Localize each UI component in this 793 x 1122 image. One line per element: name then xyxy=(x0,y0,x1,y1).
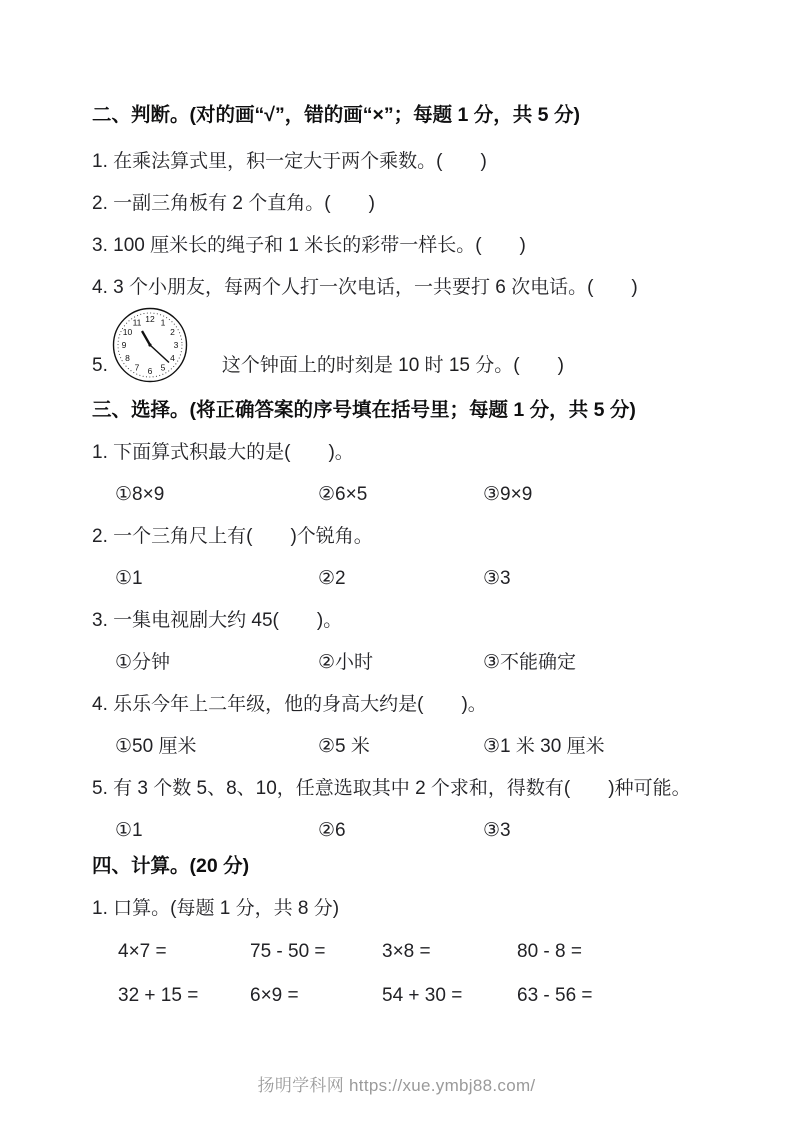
clock-number-1: 1 xyxy=(160,317,166,328)
choice-options-2 xyxy=(115,567,787,590)
choice-option: ③3 xyxy=(483,568,511,589)
math-expression: 63 - 56 = xyxy=(517,985,593,1006)
judge-question-5-number: 5. xyxy=(92,355,108,376)
choice-options-4 xyxy=(115,735,787,758)
clock-number-5: 5 xyxy=(160,362,166,373)
clock-number-7: 7 xyxy=(134,362,140,373)
judge-question-5 xyxy=(92,303,787,385)
oral-math-row-1 xyxy=(118,940,787,963)
choice-option: ②2 xyxy=(318,568,346,589)
choice-option: ②6×5 xyxy=(318,484,368,505)
clock-minute-hand xyxy=(150,345,169,363)
choice-options-1 xyxy=(115,483,787,506)
math-expression: 75 - 50 = xyxy=(250,941,326,962)
clock-number-2: 2 xyxy=(169,327,175,337)
choice-question-1: 1. 下面算式积最大的是( )。 xyxy=(92,442,354,463)
judge-question-2: 2. 一副三角板有 2 个直角。( ) xyxy=(92,193,375,214)
clock-number-10: 10 xyxy=(122,327,133,337)
choice-option: ③1 米 30 厘米 xyxy=(483,736,605,757)
clock-number-6: 6 xyxy=(147,366,153,376)
choice-option: ①8×9 xyxy=(115,484,165,505)
clock-number-11: 11 xyxy=(132,317,142,328)
judge-question-3: 3. 100 厘米长的绳子和 1 米长的彩带一样长。( ) xyxy=(92,235,526,256)
math-expression: 80 - 8 = xyxy=(517,941,582,962)
calc-section-heading: 四、计算。(20 分) xyxy=(92,855,250,877)
choice-option: ②小时 xyxy=(318,652,374,673)
choice-option: ③9×9 xyxy=(483,484,533,505)
choice-options-3 xyxy=(115,651,787,674)
clock-number-4: 4 xyxy=(169,353,175,363)
judge-section-heading: 二、判断。(对的画“√”，错的画“×”；每题 1 分，共 5 分) xyxy=(92,104,580,126)
judge-question-4: 4. 3 个小朋友，每两个人打一次电话，一共要打 6 次电话。( ) xyxy=(92,277,638,298)
choice-option: ②6 xyxy=(318,820,346,841)
clock-number-3: 3 xyxy=(173,340,179,350)
math-expression: 3×8 = xyxy=(382,941,431,962)
judge-question-5-text: 这个钟面上的时刻是 10 时 15 分。( ) xyxy=(221,355,564,376)
oral-math-row-2 xyxy=(118,984,787,1007)
choice-option: ③3 xyxy=(483,820,511,841)
clock-number-9: 9 xyxy=(121,340,127,350)
choice-options-5 xyxy=(115,819,787,842)
choice-option: ①分钟 xyxy=(115,652,171,673)
choice-question-4: 4. 乐乐今年上二年级，他的身高大约是( )。 xyxy=(92,694,487,715)
choice-section-heading: 三、选择。(将正确答案的序号填在括号里；每题 1 分，共 5 分) xyxy=(92,399,636,421)
math-expression: 4×7 = xyxy=(118,941,167,962)
site-watermark: 扬明学科网 https://xue.ymbj88.com/ xyxy=(257,1076,536,1095)
choice-option: ①50 厘米 xyxy=(115,736,197,757)
math-expression: 54 + 30 = xyxy=(382,985,463,1006)
math-expression: 6×9 = xyxy=(250,985,299,1006)
judge-question-1: 1. 在乘法算式里，积一定大于两个乘数。( ) xyxy=(92,151,487,172)
choice-option: ①1 xyxy=(115,568,143,589)
choice-question-2: 2. 一个三角尺上有( )个锐角。 xyxy=(92,526,373,547)
choice-question-3: 3. 一集电视剧大约 45( )。 xyxy=(92,610,343,631)
calc-subheading: 1. 口算。(每题 1 分，共 8 分) xyxy=(92,898,340,919)
clock-face-image xyxy=(110,305,190,385)
clock-center-dot xyxy=(148,343,151,346)
choice-option: ①1 xyxy=(115,820,143,841)
choice-option: ②5 米 xyxy=(318,736,370,757)
choice-question-5: 5. 有 3 个数 5、8、10，任意选取其中 2 个求和，得数有( )种可能。 xyxy=(92,778,691,799)
clock-hour-hand xyxy=(142,331,150,345)
math-expression: 32 + 15 = xyxy=(118,985,199,1006)
clock-number-8: 8 xyxy=(124,353,130,363)
paper-content xyxy=(92,103,787,1007)
choice-option: ③不能确定 xyxy=(483,652,577,673)
clock-number-12: 12 xyxy=(145,314,155,324)
